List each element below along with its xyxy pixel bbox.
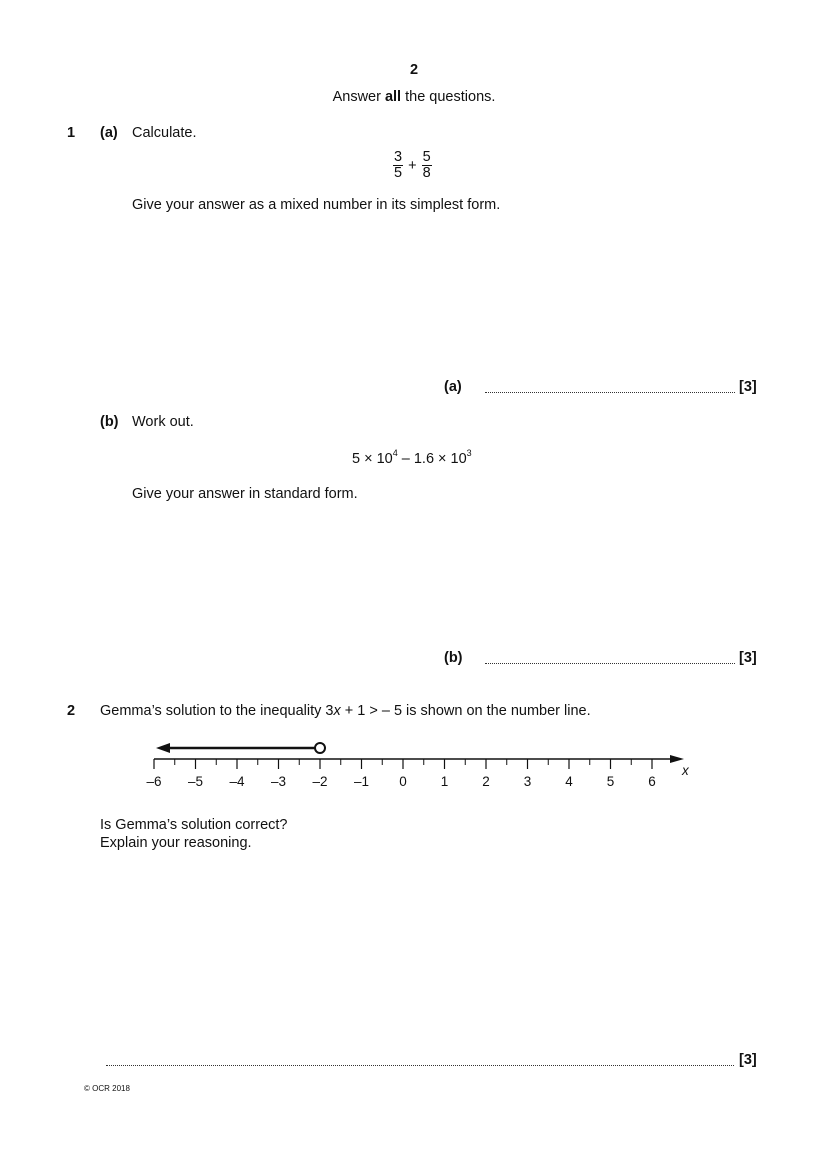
- q2-number: 2: [67, 703, 76, 719]
- fraction-1-numerator: 3: [394, 149, 403, 165]
- expr-part1: 5 × 10: [352, 451, 393, 467]
- instruction-suffix: the questions.: [401, 89, 496, 105]
- q1b-text: Work out.: [132, 414, 194, 430]
- tick-label: –6: [146, 774, 162, 789]
- q2-question-line1: Is Gemma’s solution correct?: [100, 817, 288, 833]
- fraction-2: [422, 150, 432, 181]
- q1a-marks: [3]: [739, 379, 757, 395]
- q2-question-line2: Explain your reasoning.: [100, 835, 252, 851]
- instruction-prefix: Answer: [332, 89, 385, 105]
- q1b-label: (b): [100, 414, 119, 430]
- fraction-1: [393, 150, 403, 181]
- copyright-footer: © OCR 2018: [84, 1084, 130, 1093]
- q2-variable: x: [333, 703, 341, 719]
- standard-form-expression: [352, 448, 472, 467]
- q2-answer-line[interactable]: [106, 1065, 734, 1066]
- fraction-2-numerator: 5: [422, 149, 431, 165]
- tick-label: –1: [353, 774, 370, 789]
- tick-label: 4: [565, 774, 573, 789]
- tick-label: –2: [312, 774, 328, 789]
- q1-number: 1: [67, 125, 76, 141]
- tick-label: 0: [399, 774, 407, 789]
- instruction: [0, 89, 828, 105]
- q2-text: [100, 703, 591, 719]
- exponent-1: 4: [392, 448, 398, 458]
- tick-label: 3: [523, 774, 532, 789]
- expr-part2: – 1.6 × 10: [397, 451, 467, 467]
- number-line: [130, 735, 710, 795]
- q1b-answer-label: (b): [444, 650, 463, 666]
- tick-label: 2: [482, 774, 490, 789]
- tick-label: –3: [270, 774, 287, 789]
- q1a-answer-line[interactable]: [485, 392, 735, 393]
- tick-label: –5: [187, 774, 204, 789]
- fraction-1-denominator: 5: [394, 165, 403, 182]
- axis-label: x: [682, 763, 689, 778]
- q1b-instruction: Give your answer in standard form.: [132, 486, 358, 502]
- open-circle: [315, 743, 325, 753]
- tick-label: 1: [440, 774, 449, 789]
- tick-label: –4: [229, 774, 245, 789]
- q2-text-part1: Gemma’s solution to the inequality 3: [100, 703, 334, 719]
- q1b-answer-line[interactable]: [485, 663, 735, 664]
- q2-text-part2: + 1 > – 5 is shown on the number line.: [340, 703, 591, 719]
- tick-label: 6: [648, 774, 656, 789]
- q1a-instruction: Give your answer as a mixed number in its simplest form.: [132, 197, 501, 213]
- axis-arrowhead: [670, 755, 684, 763]
- tick-label: 5: [606, 774, 615, 789]
- instruction-bold: all: [384, 89, 402, 105]
- q1a-label: (a): [100, 125, 118, 141]
- q1a-answer-label: (a): [444, 379, 462, 395]
- page-number: 2: [409, 62, 419, 78]
- q2-marks: [3]: [739, 1052, 757, 1068]
- number-line-content: [146, 743, 690, 789]
- solution-arrowhead: [156, 743, 170, 753]
- q1a-text: Calculate.: [132, 125, 197, 141]
- exponent-2: 3: [466, 448, 472, 458]
- fraction-sum: [393, 150, 432, 181]
- q1b-marks: [3]: [739, 650, 757, 666]
- fraction-2-denominator: 8: [422, 165, 431, 182]
- plus-operator: +: [408, 157, 417, 174]
